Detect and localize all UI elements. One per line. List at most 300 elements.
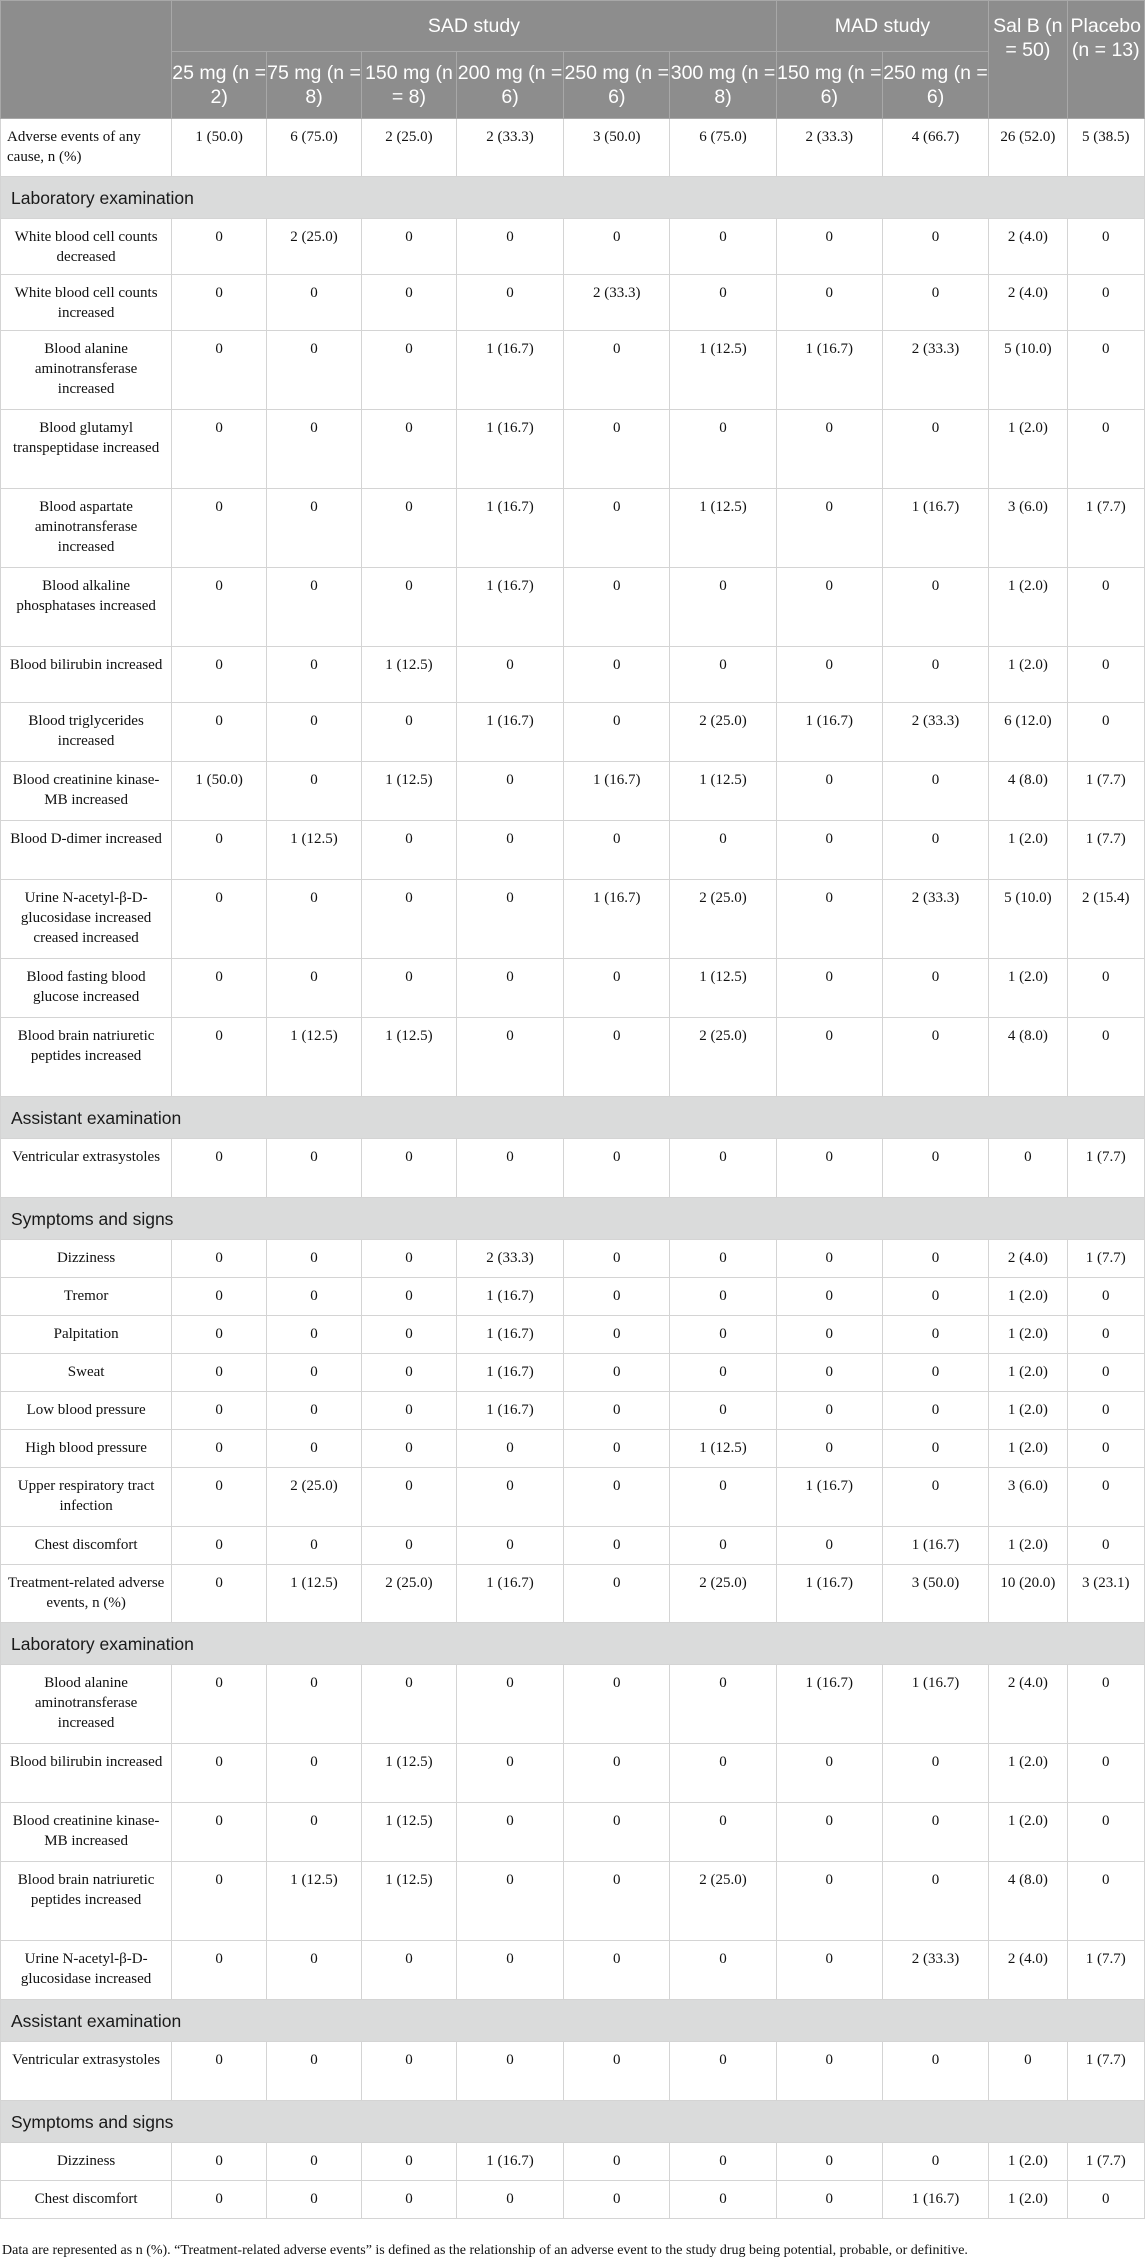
table-cell: 0 — [362, 1430, 457, 1468]
table-cell: 0 — [362, 1665, 457, 1744]
section-header-row — [1, 1623, 1145, 1665]
table-cell: 0 — [456, 1665, 563, 1744]
table-cell: 2 (4.0) — [989, 275, 1067, 331]
table-cell: 0 — [670, 2143, 776, 2181]
table-cell: 0 — [456, 762, 563, 821]
table-cell: 1 (12.5) — [267, 1862, 362, 1941]
table-row — [1, 275, 1145, 331]
table-cell: 10 (20.0) — [989, 1565, 1067, 1623]
table-cell: 0 — [670, 1139, 776, 1198]
table-cell: 1 (2.0) — [989, 647, 1067, 703]
table-cell: 2 (33.3) — [882, 703, 988, 762]
table-cell: 1 (7.7) — [1067, 762, 1144, 821]
table-cell: 0 — [172, 331, 267, 410]
table-row — [1, 2042, 1145, 2101]
table-header — [1, 1, 1145, 119]
row-label: Sweat — [1, 1354, 172, 1392]
table-cell: 0 — [267, 2143, 362, 2181]
table-cell: 1 (2.0) — [989, 1430, 1067, 1468]
row-label: Blood alkaline phosphatases increased — [1, 568, 172, 647]
table-row — [1, 1744, 1145, 1803]
table-cell: 1 (7.7) — [1067, 1240, 1144, 1278]
header-dose-column: 250 mg (n = 6) — [882, 52, 988, 119]
table-cell: 0 — [670, 1744, 776, 1803]
table-cell: 0 — [456, 2181, 563, 2219]
table-cell: 0 — [564, 331, 670, 410]
table-cell: 0 — [882, 821, 988, 880]
table-cell: 1 (7.7) — [1067, 2143, 1144, 2181]
table-cell: 0 — [776, 762, 882, 821]
table-cell: 2 (33.3) — [776, 119, 882, 177]
table-cell: 0 — [882, 1240, 988, 1278]
table-cell: 1 (16.7) — [776, 703, 882, 762]
header-group-mad: MAD study — [776, 1, 988, 52]
table-cell: 1 (7.7) — [1067, 821, 1144, 880]
table-cell: 0 — [776, 1392, 882, 1430]
row-label: Blood creatinine kinase-MB increased — [1, 762, 172, 821]
table-cell: 0 — [1067, 219, 1144, 275]
table-footnote: Data are represented as n (%). “Treatment-related adverse events” is defined as the relationship of an adverse event to the study drug being potential, probable, or definitive. — [2, 2243, 968, 2258]
table-cell: 0 — [776, 1803, 882, 1862]
table-cell: 0 — [362, 1468, 457, 1527]
table-cell: 1 (2.0) — [989, 1803, 1067, 1862]
section-header-row — [1, 1198, 1145, 1240]
table-cell: 2 (25.0) — [670, 1565, 776, 1623]
table-cell: 0 — [776, 568, 882, 647]
table-cell: 0 — [172, 821, 267, 880]
table-row — [1, 1354, 1145, 1392]
table-cell: 0 — [564, 1430, 670, 1468]
table-cell: 3 (50.0) — [564, 119, 670, 177]
table-cell: 0 — [1067, 959, 1144, 1018]
table-cell: 1 (2.0) — [989, 1316, 1067, 1354]
table-cell: 2 (33.3) — [564, 275, 670, 331]
table-row — [1, 1018, 1145, 1097]
table-cell: 0 — [670, 410, 776, 489]
table-row — [1, 119, 1145, 177]
table-cell: 0 — [882, 2143, 988, 2181]
table-cell: 0 — [776, 1527, 882, 1565]
table-cell: 0 — [172, 275, 267, 331]
table-cell: 0 — [267, 2042, 362, 2101]
table-cell: 0 — [882, 1862, 988, 1941]
table-cell: 0 — [267, 1392, 362, 1430]
table-cell: 1 (7.7) — [1067, 1941, 1144, 2000]
row-label: Blood D-dimer increased — [1, 821, 172, 880]
table-cell: 0 — [456, 1527, 563, 1565]
table-cell: 1 (2.0) — [989, 1392, 1067, 1430]
table-row — [1, 568, 1145, 647]
table-cell: 0 — [1067, 703, 1144, 762]
table-cell: 0 — [1067, 1278, 1144, 1316]
table-cell: 0 — [564, 1354, 670, 1392]
table-cell: 0 — [172, 2181, 267, 2219]
table-cell: 0 — [1067, 568, 1144, 647]
table-cell: 0 — [564, 1665, 670, 1744]
section-title: Laboratory examination — [1, 1623, 1145, 1665]
table-cell: 0 — [670, 1468, 776, 1527]
table-cell: 0 — [564, 1803, 670, 1862]
table-cell: 0 — [564, 410, 670, 489]
table-cell: 0 — [362, 880, 457, 959]
table-cell: 0 — [776, 647, 882, 703]
table-cell: 0 — [456, 1803, 563, 1862]
table-cell: 0 — [776, 1278, 882, 1316]
table-cell: 0 — [267, 1665, 362, 1744]
table-cell: 0 — [172, 2042, 267, 2101]
table-cell: 1 (7.7) — [1067, 2042, 1144, 2101]
table-cell: 2 (33.3) — [456, 1240, 563, 1278]
table-cell: 0 — [776, 410, 882, 489]
table-cell: 0 — [776, 1139, 882, 1198]
table-cell: 3 (50.0) — [882, 1565, 988, 1623]
table-cell: 0 — [882, 1392, 988, 1430]
table-cell: 1 (16.7) — [456, 489, 563, 568]
section-title: Assistant examination — [1, 1097, 1145, 1139]
table-cell: 0 — [564, 1744, 670, 1803]
row-label: Blood glutamyl transpeptidase increased — [1, 410, 172, 489]
table-row — [1, 1468, 1145, 1527]
table-cell: 1 (16.7) — [776, 1565, 882, 1623]
table-cell: 3 (23.1) — [1067, 1565, 1144, 1623]
table-cell: 0 — [172, 1744, 267, 1803]
table-cell: 0 — [172, 2143, 267, 2181]
table-cell: 1 (16.7) — [882, 489, 988, 568]
table-cell: 0 — [882, 959, 988, 1018]
table-cell: 26 (52.0) — [989, 119, 1067, 177]
table-cell: 0 — [564, 821, 670, 880]
table-cell: 0 — [670, 647, 776, 703]
table-cell: 0 — [776, 1018, 882, 1097]
table-cell: 0 — [456, 1018, 563, 1097]
table-cell: 2 (33.3) — [882, 331, 988, 410]
table-cell: 2 (25.0) — [362, 1565, 457, 1623]
header-blank-cell — [1, 1, 172, 119]
table-cell: 0 — [362, 2042, 457, 2101]
table-cell: 0 — [776, 1316, 882, 1354]
table-cell: 1 (16.7) — [882, 1527, 988, 1565]
table-row — [1, 219, 1145, 275]
table-cell: 0 — [456, 1468, 563, 1527]
table-cell: 0 — [564, 2143, 670, 2181]
table-cell: 0 — [172, 219, 267, 275]
table-cell: 0 — [564, 2042, 670, 2101]
table-cell: 0 — [267, 703, 362, 762]
table-cell: 2 (25.0) — [267, 1468, 362, 1527]
table-cell: 0 — [267, 275, 362, 331]
table-cell: 0 — [362, 959, 457, 1018]
table-cell: 0 — [882, 1018, 988, 1097]
row-label: Blood alanine aminotransferase increased — [1, 331, 172, 410]
table-cell: 0 — [456, 1862, 563, 1941]
table-cell: 1 (16.7) — [564, 880, 670, 959]
table-cell: 0 — [776, 2042, 882, 2101]
table-cell: 0 — [172, 1862, 267, 1941]
table-cell: 0 — [456, 880, 563, 959]
table-cell: 0 — [172, 1392, 267, 1430]
table-cell: 2 (25.0) — [362, 119, 457, 177]
table-cell: 0 — [172, 1139, 267, 1198]
table-row — [1, 762, 1145, 821]
table-cell: 1 (12.5) — [362, 1018, 457, 1097]
table-cell: 0 — [456, 647, 563, 703]
table-cell: 0 — [564, 489, 670, 568]
table-cell: 0 — [172, 647, 267, 703]
table-cell: 4 (8.0) — [989, 1018, 1067, 1097]
table-cell: 0 — [1067, 331, 1144, 410]
table-cell: 0 — [456, 959, 563, 1018]
table-cell: 0 — [172, 1430, 267, 1468]
table-cell: 0 — [172, 1803, 267, 1862]
section-title: Assistant examination — [1, 2000, 1145, 2042]
table-cell: 1 (2.0) — [989, 1278, 1067, 1316]
table-cell: 0 — [670, 275, 776, 331]
table-cell: 0 — [362, 1527, 457, 1565]
table-cell: 0 — [989, 1139, 1067, 1198]
table-cell: 1 (16.7) — [456, 1278, 563, 1316]
row-label: Blood brain natriuretic peptides increased — [1, 1862, 172, 1941]
table-cell: 6 (75.0) — [670, 119, 776, 177]
table-cell: 0 — [670, 1392, 776, 1430]
table-cell: 0 — [564, 959, 670, 1018]
table-cell: 1 (12.5) — [362, 1803, 457, 1862]
row-label: Blood bilirubin increased — [1, 1744, 172, 1803]
table-cell: 1 (50.0) — [172, 119, 267, 177]
table-cell: 0 — [456, 821, 563, 880]
table-cell: 0 — [564, 1527, 670, 1565]
table-cell: 1 (7.7) — [1067, 489, 1144, 568]
table-cell: 1 (12.5) — [670, 489, 776, 568]
table-row — [1, 2143, 1145, 2181]
table-cell: 0 — [267, 410, 362, 489]
table-cell: 0 — [1067, 1354, 1144, 1392]
table-cell: 1 (16.7) — [456, 1392, 563, 1430]
table-cell: 6 (75.0) — [267, 119, 362, 177]
table-cell: 0 — [456, 1941, 563, 2000]
table-cell: 0 — [564, 1862, 670, 1941]
table-cell: 0 — [172, 410, 267, 489]
table-row — [1, 1803, 1145, 1862]
row-label: White blood cell counts increased — [1, 275, 172, 331]
table-cell: 0 — [564, 1278, 670, 1316]
table-body — [1, 119, 1145, 2219]
table-cell: 0 — [267, 880, 362, 959]
table-cell: 5 (10.0) — [989, 331, 1067, 410]
row-label: Blood bilirubin increased — [1, 647, 172, 703]
table-cell: 0 — [1067, 1527, 1144, 1565]
table-cell: 0 — [776, 1354, 882, 1392]
table-cell: 1 (16.7) — [776, 1665, 882, 1744]
table-row — [1, 1665, 1145, 1744]
table-cell: 0 — [1067, 647, 1144, 703]
row-label: Blood creatinine kinase-MB increased — [1, 1803, 172, 1862]
table-cell: 0 — [267, 1278, 362, 1316]
table-cell: 0 — [882, 1744, 988, 1803]
table-row — [1, 2181, 1145, 2219]
table-row — [1, 1430, 1145, 1468]
row-label: Blood aspartate aminotransferase increased — [1, 489, 172, 568]
row-label: Urine N-acetyl-β-D-glucosidase increased — [1, 1941, 172, 2000]
table-cell: 3 (6.0) — [989, 489, 1067, 568]
table-cell: 0 — [267, 1430, 362, 1468]
table-cell: 0 — [267, 568, 362, 647]
table-cell: 0 — [362, 1941, 457, 2000]
table-cell: 0 — [362, 821, 457, 880]
table-cell: 0 — [362, 2181, 457, 2219]
table-cell: 0 — [172, 959, 267, 1018]
table-cell: 2 (4.0) — [989, 1941, 1067, 2000]
table-cell: 0 — [776, 1862, 882, 1941]
table-cell: 0 — [362, 489, 457, 568]
table-cell: 2 (25.0) — [267, 219, 362, 275]
table-cell: 1 (16.7) — [882, 2181, 988, 2219]
table-cell: 0 — [172, 489, 267, 568]
table-cell: 0 — [882, 647, 988, 703]
row-label: Upper respiratory tract infection — [1, 1468, 172, 1527]
row-label: Dizziness — [1, 2143, 172, 2181]
table-cell: 0 — [882, 1803, 988, 1862]
table-cell: 1 (2.0) — [989, 959, 1067, 1018]
table-cell: 0 — [362, 1139, 457, 1198]
table-cell: 0 — [776, 959, 882, 1018]
table-cell: 0 — [882, 1139, 988, 1198]
table-cell: 0 — [882, 2042, 988, 2101]
table-cell: 0 — [776, 821, 882, 880]
table-cell: 0 — [172, 1941, 267, 2000]
table-cell: 0 — [456, 2042, 563, 2101]
table-cell: 1 (2.0) — [989, 821, 1067, 880]
table-cell: 0 — [776, 2181, 882, 2219]
table-cell: 0 — [670, 1354, 776, 1392]
table-cell: 0 — [172, 1354, 267, 1392]
table-cell: 1 (16.7) — [776, 331, 882, 410]
table-cell: 0 — [172, 1316, 267, 1354]
table-cell: 1 (2.0) — [989, 2143, 1067, 2181]
row-label: Blood fasting blood glucose increased — [1, 959, 172, 1018]
table-cell: 0 — [456, 1744, 563, 1803]
table-cell: 0 — [456, 275, 563, 331]
table-cell: 0 — [882, 1354, 988, 1392]
table-cell: 0 — [456, 219, 563, 275]
table-cell: 2 (4.0) — [989, 1240, 1067, 1278]
table-cell: 1 (7.7) — [1067, 1139, 1144, 1198]
table-cell: 0 — [362, 1278, 457, 1316]
table-cell: 0 — [362, 219, 457, 275]
table-cell: 0 — [670, 1240, 776, 1278]
section-header-row — [1, 177, 1145, 219]
table-row — [1, 1565, 1145, 1623]
table-cell: 1 (12.5) — [362, 762, 457, 821]
table-cell: 0 — [1067, 1392, 1144, 1430]
table-cell: 0 — [1067, 1468, 1144, 1527]
section-title: Laboratory examination — [1, 177, 1145, 219]
header-dose-column: 150 mg (n = 6) — [776, 52, 882, 119]
table-cell: 0 — [670, 1941, 776, 2000]
table-cell: 0 — [1067, 1862, 1144, 1941]
table-cell: 0 — [882, 568, 988, 647]
table-cell: 0 — [564, 1018, 670, 1097]
section-header-row — [1, 2000, 1145, 2042]
table-cell: 0 — [362, 275, 457, 331]
table-cell: 1 (12.5) — [670, 762, 776, 821]
table-cell: 1 (12.5) — [362, 647, 457, 703]
table-cell: 1 (16.7) — [456, 1316, 563, 1354]
table-cell: 0 — [670, 2042, 776, 2101]
table-cell: 0 — [776, 1744, 882, 1803]
table-cell: 1 (16.7) — [776, 1468, 882, 1527]
table-cell: 5 (38.5) — [1067, 119, 1144, 177]
table-cell: 0 — [670, 1665, 776, 1744]
table-cell: 0 — [172, 568, 267, 647]
table-cell: 1 (2.0) — [989, 410, 1067, 489]
table-cell: 0 — [882, 1468, 988, 1527]
table-cell: 0 — [362, 1240, 457, 1278]
table-cell: 0 — [456, 1430, 563, 1468]
table-cell: 0 — [362, 568, 457, 647]
table-cell: 0 — [670, 1803, 776, 1862]
table-cell: 0 — [564, 219, 670, 275]
table-cell: 0 — [564, 1941, 670, 2000]
table-cell: 0 — [670, 1316, 776, 1354]
table-cell: 0 — [172, 1468, 267, 1527]
header-dose-column: 200 mg (n = 6) — [456, 52, 563, 119]
table-cell: 1 (16.7) — [456, 331, 563, 410]
table-cell: 4 (8.0) — [989, 1862, 1067, 1941]
table-cell: 2 (25.0) — [670, 1018, 776, 1097]
table-cell: 0 — [362, 1392, 457, 1430]
table-row — [1, 880, 1145, 959]
table-cell: 3 (6.0) — [989, 1468, 1067, 1527]
table-cell: 0 — [670, 568, 776, 647]
row-label: Blood alanine aminotransferase increased — [1, 1665, 172, 1744]
table-row — [1, 410, 1145, 489]
header-dose-column: 150 mg (n = 8) — [362, 52, 457, 119]
table-cell: 0 — [267, 1527, 362, 1565]
table-cell: 0 — [362, 1354, 457, 1392]
section-header-row — [1, 2101, 1145, 2143]
table-cell: 0 — [1067, 410, 1144, 489]
table-cell: 1 (2.0) — [989, 2181, 1067, 2219]
table-row — [1, 489, 1145, 568]
table-cell: 0 — [564, 568, 670, 647]
table-cell: 1 (12.5) — [267, 821, 362, 880]
table-row — [1, 959, 1145, 1018]
table-cell: 1 (16.7) — [456, 410, 563, 489]
table-cell: 1 (50.0) — [172, 762, 267, 821]
table-cell: 0 — [267, 1354, 362, 1392]
table-cell: 0 — [670, 821, 776, 880]
header-group-sad: SAD study — [172, 1, 776, 52]
table-cell: 0 — [882, 275, 988, 331]
table-cell: 2 (33.3) — [882, 880, 988, 959]
row-label: White blood cell counts decreased — [1, 219, 172, 275]
table-cell: 1 (12.5) — [670, 1430, 776, 1468]
table-cell: 0 — [776, 1240, 882, 1278]
row-label: Ventricular extrasystoles — [1, 1139, 172, 1198]
header-dose-column: 250 mg (n = 6) — [564, 52, 670, 119]
table-cell: 1 (16.7) — [456, 2143, 563, 2181]
table-cell: 0 — [564, 647, 670, 703]
table-cell: 0 — [882, 410, 988, 489]
table-cell: 0 — [564, 703, 670, 762]
table-cell: 0 — [1067, 1803, 1144, 1862]
table-row — [1, 1278, 1145, 1316]
table-cell: 1 (16.7) — [456, 1565, 563, 1623]
section-header-row — [1, 1097, 1145, 1139]
table-cell: 0 — [989, 2042, 1067, 2101]
table-cell: 0 — [776, 219, 882, 275]
table-cell: 0 — [362, 1316, 457, 1354]
